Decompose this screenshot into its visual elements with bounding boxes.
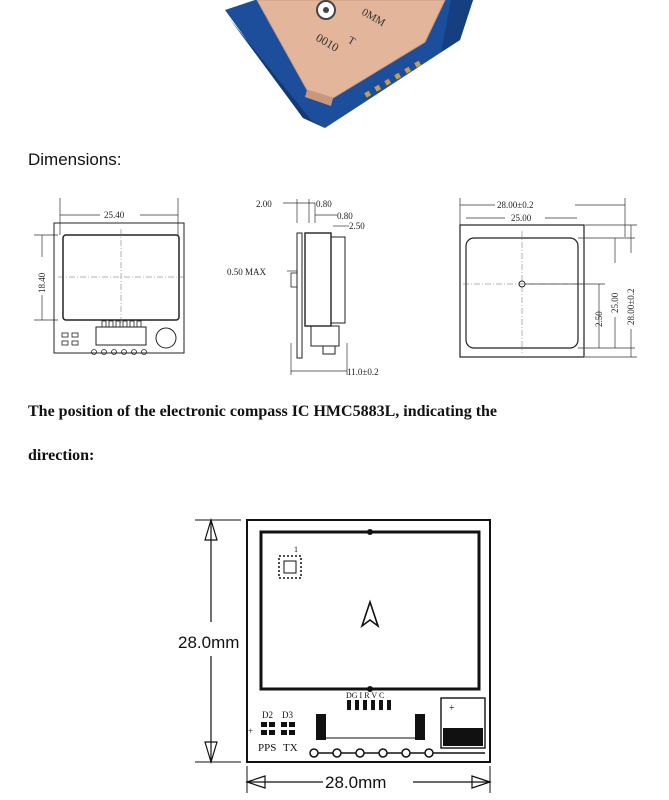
side-label-0-80-a: 0.80 (316, 199, 332, 209)
compass-caption-line1: The position of the electronic compass IC HMC5883L, indicating the (28, 403, 498, 420)
direction-arrow-icon (362, 602, 378, 626)
pin-labels: DG I R V C (346, 691, 385, 700)
front-width-label: 25.40 (104, 210, 125, 220)
pin-header (347, 700, 391, 710)
antenna-text-0010: 0010 (313, 30, 342, 55)
front-view-drawing (30, 195, 190, 365)
width-label: 28.0mm (325, 773, 387, 792)
back-outer-height-label: 28.00±0.2 (626, 288, 636, 325)
front-connector (96, 327, 146, 345)
gps-module-photo (215, 0, 475, 135)
compass-diagram (175, 510, 505, 800)
dimensions-heading: Dimensions: (28, 150, 122, 169)
back-offset-label: 2.50 (594, 311, 604, 327)
connector-left-block (316, 714, 326, 740)
tx-label: TX (283, 742, 298, 754)
side-label-2-00: 2.00 (256, 199, 272, 209)
height-label: 28.0mm (178, 633, 240, 652)
back-outer-width-label: 28.00±0.2 (497, 200, 534, 210)
battery-plus-label: + (449, 703, 455, 714)
compass-caption-line2: direction: (28, 447, 95, 464)
side-label-11-0: 11.0±0.2 (347, 367, 379, 377)
front-button-circle (156, 328, 176, 348)
side-label-0-80-b: 0.80 (337, 211, 353, 221)
side-view-drawing (225, 193, 410, 378)
antenna-outline (261, 532, 479, 689)
led-pads (261, 722, 295, 735)
hmc5883l-chip (279, 556, 301, 578)
plus-mark-left: + (248, 726, 254, 736)
front-height-label: 18.40 (37, 272, 47, 293)
side-pcb (297, 233, 302, 358)
back-view-drawing (455, 195, 645, 365)
back-inner-height-label: 25.00 (610, 292, 620, 313)
pps-label: PPS (258, 742, 277, 754)
led-label-d2: D2 (262, 710, 273, 720)
side-label-2-50: 2.50 (349, 221, 365, 231)
side-antenna (305, 233, 331, 326)
connector-right-block (415, 714, 425, 740)
led-label-d3: D3 (282, 710, 293, 720)
back-inner-width-label: 25.00 (511, 213, 532, 223)
antenna-text-t: T (345, 34, 358, 48)
side-label-0-50-max: 0.50 MAX (227, 267, 267, 277)
chip-pin1-label: 1 (294, 545, 298, 554)
antenna-text-0mm: 0MM (359, 6, 388, 30)
front-board-outline (54, 223, 184, 353)
